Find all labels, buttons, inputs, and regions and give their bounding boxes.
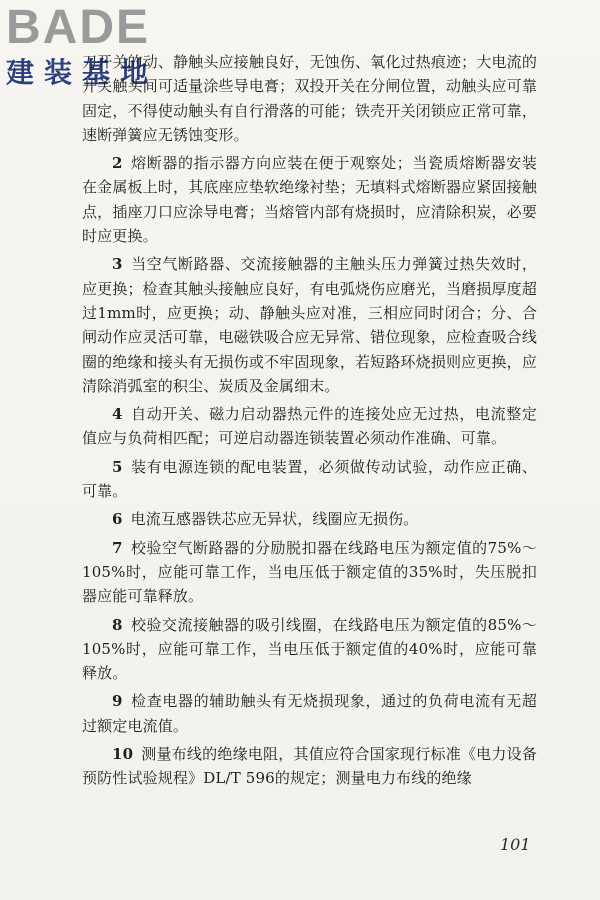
paragraph-text: 测量布线的绝缘电阻，其值应符合国家现行标准《电力设备预防性试验规程》DL/T 596的规定；测量电力布线的绝缘 <box>82 745 537 788</box>
paragraph-4 <box>82 402 537 451</box>
paragraph-number: 6 <box>112 510 123 529</box>
paragraph-number: 7 <box>112 538 123 557</box>
paragraph-text: 当空气断路器、交流接触器的主触头压力弹簧过热失效时，应更换；检查其触头接触应良好，有电弧烧伤应磨光，当磨损厚度超过1mm时，应更换；动、静触头应对准，三相应同时闭合；分、合闸动作应灵活可靠，电磁铁吸合应无异常、错位现象，应检查吸合线圈的绝缘和接头有无损伤或不牢固现象，若短路环烧损则应更换，应清除消弧室的积尘、炭质及金属细末。 <box>82 255 537 395</box>
paragraph-6 <box>82 507 537 531</box>
paragraph-text: 检查电器的辅助触头有无烧损现象，通过的负荷电流有无超过额定电流值。 <box>82 692 537 735</box>
paragraph-number: 8 <box>112 615 123 634</box>
paragraph-text: 校验空气断路器的分励脱扣器在线路电压为额定值的75%～105%时，应能可靠工作，当电压低于额定值的35%时，失压脱扣器应能可靠释放。 <box>82 538 537 606</box>
logo-brand: BADE <box>6 1 151 54</box>
paragraph-7 <box>82 536 537 609</box>
paragraph-text: 熔断器的指示器方向应装在便于观察处；当瓷质熔断器安装在金属板上时，其底座应垫软绝缘衬垫；无填料式熔断器应紧固接触点，插座刀口应涂导电膏；当熔管内部有烧损时，应清除积炭，必要时应更换。 <box>82 154 537 246</box>
paragraph-text: 电流互感器铁芯应无异状，线圈应无损伤。 <box>130 510 419 529</box>
paragraph-number: 5 <box>112 457 123 476</box>
paragraph-text: 刀开关的动、静触头应接触良好，无蚀伤、氧化过热痕迹；大电流的开关触头间可适量涂些导电膏；双投开关在分闸位置，动触头应可靠固定，不得使动触头有自行滑落的可能；铁壳开关闭锁应正常可靠，速断弹簧应无锈蚀变形。 <box>82 53 537 144</box>
paragraph-2 <box>82 151 537 248</box>
paragraph-text: 自动开关、磁力启动器热元件的连接处应无过热，电流整定值应与负荷相匹配；可逆启动器连锁装置必须动作准确、可靠。 <box>82 405 537 448</box>
body-text <box>82 50 537 795</box>
paragraph-number: 10 <box>112 745 134 764</box>
page-number: 101 <box>500 835 531 854</box>
paragraph-1 <box>82 50 537 147</box>
paragraph-number: 2 <box>112 154 123 173</box>
paragraph-3 <box>82 252 537 398</box>
paragraph-text: 校验交流接触器的吸引线圈，在线路电压为额定值的85%～105%时，应能可靠工作，当电压低于额定值的40%时，应能可靠释放。 <box>82 615 537 683</box>
paragraph-5 <box>82 455 537 504</box>
paragraph-9 <box>82 689 537 738</box>
paragraph-text: 装有电源连锁的配电装置，必须做传动试验，动作应正确、可靠。 <box>82 457 537 501</box>
paragraph-number: 4 <box>112 405 123 424</box>
paragraph-number: 3 <box>112 255 123 274</box>
logo-subtitle: 建装基地 <box>6 56 159 89</box>
paragraph-number: 9 <box>112 692 123 711</box>
paragraph-8 <box>82 613 537 686</box>
paragraph-10 <box>82 742 537 791</box>
